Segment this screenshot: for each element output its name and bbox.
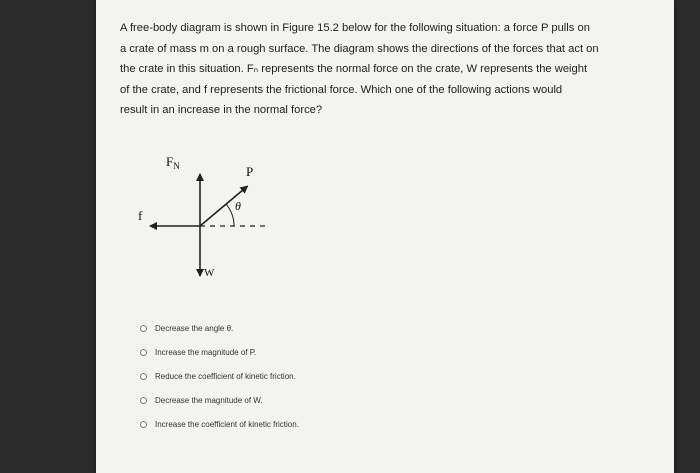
weight-label: W [204,267,215,279]
radio-button[interactable] [140,421,147,428]
question-line: of the crate, and f represents the frictional force. Which one of the following actions would [120,83,563,96]
answer-options [140,316,299,437]
free-body-diagram [96,140,396,320]
question-line: A free-body diagram is shown in Figure 15.2 below for the following situation: a force P pulls on [120,22,590,34]
radio-button[interactable] [140,325,147,332]
answer-option-label: Increase the coefficient of kinetic friction. [155,420,299,430]
friction-label: f [138,208,143,223]
answer-option-label: Reduce the coefficient of kinetic friction. [155,371,296,381]
pull-force-label: P [246,164,254,179]
answer-option[interactable] [140,364,299,388]
angle-arc [226,204,234,226]
radio-button[interactable] [140,397,147,404]
answer-option-label: Decrease the magnitude of W. [155,396,263,406]
answer-option[interactable] [140,340,299,364]
question-line: result in an increase in the normal force? [120,104,323,116]
normal-force-label: $F_N$ [166,154,180,171]
answer-option-label: Increase the magnitude of P. [155,347,257,357]
answer-option[interactable] [140,316,299,340]
answer-option[interactable] [140,413,299,437]
answer-option[interactable] [140,389,299,413]
question-text [120,18,660,121]
question-line: the crate in this situation. Fₙ represents the normal force on the crate, W represents the weight [120,63,588,75]
question-line: a crate of mass m on a rough surface. The diagram shows the directions of the forces that act on [120,42,599,55]
angle-label: θ [235,199,241,213]
question-page [96,0,674,473]
radio-button[interactable] [140,349,147,356]
radio-button[interactable] [140,373,147,380]
answer-option-label: Decrease the angle θ. [155,323,234,333]
